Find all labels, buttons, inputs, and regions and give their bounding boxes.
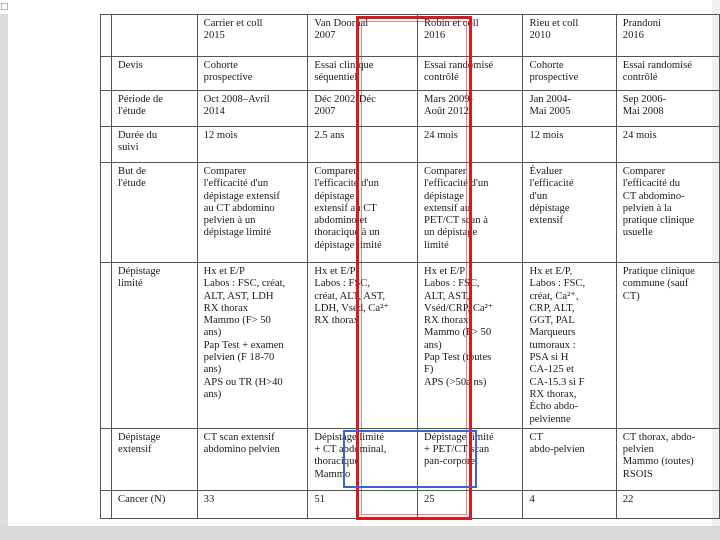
table-cell: 51 — [308, 490, 418, 518]
header-corner-spacer — [101, 15, 112, 57]
table-row-depistage-limite — [101, 263, 720, 429]
table-cell: Jan 2004- Mai 2005 — [523, 91, 616, 127]
table-cell: Évaluer l'efficacité d'un dépistage extensif — [523, 163, 616, 263]
table-row-but — [101, 163, 720, 263]
comparison-table — [100, 14, 720, 519]
column-header-rieu: Rieu et coll 2010 — [523, 15, 616, 57]
table-cell: Hx et E/P Labos : FSC, ALT, AST, Vséd/CRP, Ca²⁺ RX thorax Mammo (F> 50 ans) Pap Test (toutes F) APS (>50a ns) — [417, 263, 523, 429]
table-cell: 2.5 ans — [308, 127, 418, 163]
row-spacer — [101, 428, 112, 490]
table-cell: Comparer l'efficacité d'un dépistage extensif au CT abdomino pelvien à un dépistage limité — [197, 163, 308, 263]
table-cell: Cohorte prospective — [197, 57, 308, 91]
table-row-duree — [101, 127, 720, 163]
row-spacer — [101, 490, 112, 518]
table-cell: Cohorte prospective — [523, 57, 616, 91]
table-cell: Essai randomisé contrôlé — [417, 57, 523, 91]
table-cell: Dépistage limité + PET/CT scan pan-corporel — [417, 428, 523, 490]
row-label: Dépistage limité — [112, 263, 198, 429]
table-cell: 25 — [417, 490, 523, 518]
row-label: Période de l'étude — [112, 91, 198, 127]
table-cell: Dépistage limité + CT abdominal, thoracique Mammo — [308, 428, 418, 490]
table-cell: Pratique clinique commune (sauf CT) — [616, 263, 719, 429]
header-row — [101, 15, 720, 57]
table-cell: Comparer l'efficacité d'un dépistage extensif au CT abdomino et thoracique à un dépistage limité — [308, 163, 418, 263]
table-cell: Oct 2008–Avril 2014 — [197, 91, 308, 127]
column-header-robin: Robin et coll 2016 — [417, 15, 523, 57]
corner-glyph: □ — [0, 2, 9, 12]
column-header-van-doornal: Van Doornal 2007 — [308, 15, 418, 57]
row-spacer — [101, 91, 112, 127]
table-row-devis — [101, 57, 720, 91]
table-cell: 12 mois — [523, 127, 616, 163]
column-header-carrier: Carrier et coll 2015 — [197, 15, 308, 57]
table-cell: 12 mois — [197, 127, 308, 163]
header-corner — [112, 15, 198, 57]
table-cell: Comparer l'efficacité d'un dépistage extensif au PET/CT scan à un dépistage limité — [417, 163, 523, 263]
table-cell: Mars 2009- Août 2012 — [417, 91, 523, 127]
table-cell: Déc 2002-Déc 2007 — [308, 91, 418, 127]
table-row-depistage-extensif — [101, 428, 720, 490]
table-cell: Sep 2006- Mai 2008 — [616, 91, 719, 127]
table-cell: CT thorax, abdo- pelvien Mammo (toutes) RSOIS — [616, 428, 719, 490]
row-label: Durée du suivi — [112, 127, 198, 163]
table-cell: 33 — [197, 490, 308, 518]
table-cell: Comparer l'efficacité du CT abdomino- pelvien à la pratique clinique usuelle — [616, 163, 719, 263]
table-cell: CT scan extensif abdomino pelvien — [197, 428, 308, 490]
row-label: Devis — [112, 57, 198, 91]
table-row-periode — [101, 91, 720, 127]
row-spacer — [101, 163, 112, 263]
table-cell: Essai clinique séquentiel — [308, 57, 418, 91]
left-edge-strip — [0, 14, 8, 526]
table-cell: Hx et E/P Labos : FSC, créat, ALT, AST, LDH, Vséd, Ca²⁺ RX thorax — [308, 263, 418, 429]
table-cell: Hx et E/P, Labos : FSC, créat, Ca²⁺, CRP, ALT, GGT, PAL Marqueurs tumoraux : PSA si H CA-125 et CA-15.3 si F RX thorax, Écho abdo- pelvienne — [523, 263, 616, 429]
table-cell: 24 mois — [616, 127, 719, 163]
row-label: Dépistage extensif — [112, 428, 198, 490]
table-cell: CT abdo-pelvien — [523, 428, 616, 490]
bottom-band — [0, 526, 720, 540]
table-cell: Essai randomisé contrôlé — [616, 57, 719, 91]
table-cell: 4 — [523, 490, 616, 518]
column-header-prandoni: Prandoni 2016 — [616, 15, 719, 57]
table-cell: Hx et E/P Labos : FSC, créat, ALT, AST, LDH RX thorax Mammo (F> 50 ans) Pap Test + examen pelvien (F 18-70 ans) APS ou TR (H>40 ans) — [197, 263, 308, 429]
table-cell: 24 mois — [417, 127, 523, 163]
row-spacer — [101, 57, 112, 91]
row-label: Cancer (N) — [112, 490, 198, 518]
row-label: But de l'étude — [112, 163, 198, 263]
row-spacer — [101, 263, 112, 429]
table-cell: 22 — [616, 490, 719, 518]
table-row-cancer — [101, 490, 720, 518]
row-spacer — [101, 127, 112, 163]
